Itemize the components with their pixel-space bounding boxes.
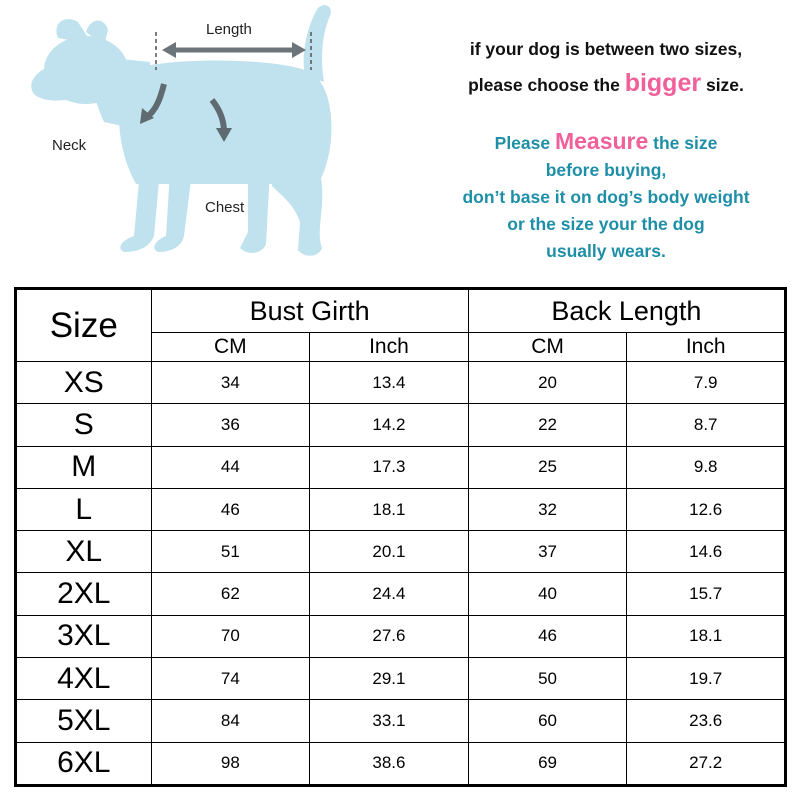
bust-cm-cell: 51 — [151, 531, 310, 573]
bust-cm-cell: 98 — [151, 742, 310, 785]
bust-girth-header: Bust Girth — [151, 289, 468, 333]
table-row — [16, 531, 786, 573]
back-inch-cell: 8.7 — [627, 404, 786, 446]
back-cm-cell: 20 — [468, 362, 627, 404]
bust-cm-cell: 44 — [151, 446, 310, 488]
bust-cm-cell: 46 — [151, 488, 310, 530]
neck-label: Neck — [52, 137, 87, 154]
bust-inch-cell: 24.4 — [310, 573, 469, 615]
back-inch-cell: 12.6 — [627, 488, 786, 530]
size-cell: XL — [16, 531, 152, 573]
back-cm-cell: 25 — [468, 446, 627, 488]
measure-instructions — [410, 128, 802, 265]
bust-inch-cell: 17.3 — [310, 446, 469, 488]
size-cell: 6XL — [16, 742, 152, 785]
bust-cm-cell: 62 — [151, 573, 310, 615]
size-column-header: Size — [16, 289, 152, 362]
note-line-2: please choose the bigger size. — [468, 69, 744, 97]
back-cm-cell: 40 — [468, 573, 627, 615]
note-line-5: don’t base it on dog’s body weight — [462, 187, 750, 207]
back-inch-cell: 27.2 — [627, 742, 786, 785]
back-inch-header: Inch — [627, 333, 786, 362]
bust-inch-cell: 38.6 — [310, 742, 469, 785]
size-cell: S — [16, 404, 152, 446]
dog-measurement-diagram — [0, 0, 420, 280]
bust-inch-cell: 13.4 — [310, 362, 469, 404]
back-cm-cell: 37 — [468, 531, 627, 573]
back-cm-cell: 69 — [468, 742, 627, 785]
table-row — [16, 488, 786, 530]
table-row — [16, 615, 786, 657]
bust-cm-cell: 84 — [151, 700, 310, 742]
bust-inch-cell: 29.1 — [310, 658, 469, 700]
table-row — [16, 446, 786, 488]
bust-cm-cell: 74 — [151, 658, 310, 700]
back-cm-cell: 32 — [468, 488, 627, 530]
bust-inch-cell: 33.1 — [310, 700, 469, 742]
note-line-6: or the size your the dog — [507, 214, 705, 234]
bust-cm-cell: 70 — [151, 615, 310, 657]
table-row — [16, 700, 786, 742]
size-cell: 4XL — [16, 658, 152, 700]
back-inch-cell: 7.9 — [627, 362, 786, 404]
length-label: Length — [206, 21, 252, 38]
back-inch-cell: 15.7 — [627, 573, 786, 615]
back-length-header: Back Length — [468, 289, 785, 333]
bust-inch-cell: 18.1 — [310, 488, 469, 530]
bust-cm-header: CM — [151, 333, 310, 362]
back-inch-cell: 9.8 — [627, 446, 786, 488]
table-row — [16, 742, 786, 785]
note-line-4: before buying, — [545, 160, 667, 180]
back-inch-cell: 14.6 — [627, 531, 786, 573]
back-cm-cell: 60 — [468, 700, 627, 742]
size-chart-table — [14, 287, 787, 787]
bust-inch-cell: 20.1 — [310, 531, 469, 573]
note-line-1: if your dog is between two sizes, — [469, 39, 743, 59]
table-row — [16, 658, 786, 700]
back-cm-cell: 46 — [468, 615, 627, 657]
size-cell: M — [16, 446, 152, 488]
back-inch-cell: 18.1 — [627, 615, 786, 657]
note-line-7: usually wears. — [546, 241, 666, 261]
bust-cm-cell: 34 — [151, 362, 310, 404]
table-row — [16, 362, 786, 404]
back-cm-cell: 50 — [468, 658, 627, 700]
measure-highlight: Measure — [554, 128, 649, 154]
size-cell: 3XL — [16, 615, 152, 657]
chest-label: Chest — [205, 199, 245, 216]
back-cm-cell: 22 — [468, 404, 627, 446]
bust-inch-cell: 14.2 — [310, 404, 469, 446]
bigger-highlight: bigger — [624, 69, 702, 97]
bust-inch-cell: 27.6 — [310, 615, 469, 657]
back-cm-header: CM — [468, 333, 627, 362]
size-cell: L — [16, 488, 152, 530]
size-cell: 5XL — [16, 700, 152, 742]
dog-silhouette — [31, 5, 331, 256]
back-inch-cell: 23.6 — [627, 700, 786, 742]
bust-cm-cell: 36 — [151, 404, 310, 446]
back-inch-cell: 19.7 — [627, 658, 786, 700]
sizing-notes — [410, 32, 802, 265]
bust-inch-header: Inch — [310, 333, 469, 362]
size-cell: 2XL — [16, 573, 152, 615]
size-cell: XS — [16, 362, 152, 404]
table-row — [16, 404, 786, 446]
measure-line: Please Measure the size — [494, 128, 718, 154]
table-row — [16, 573, 786, 615]
